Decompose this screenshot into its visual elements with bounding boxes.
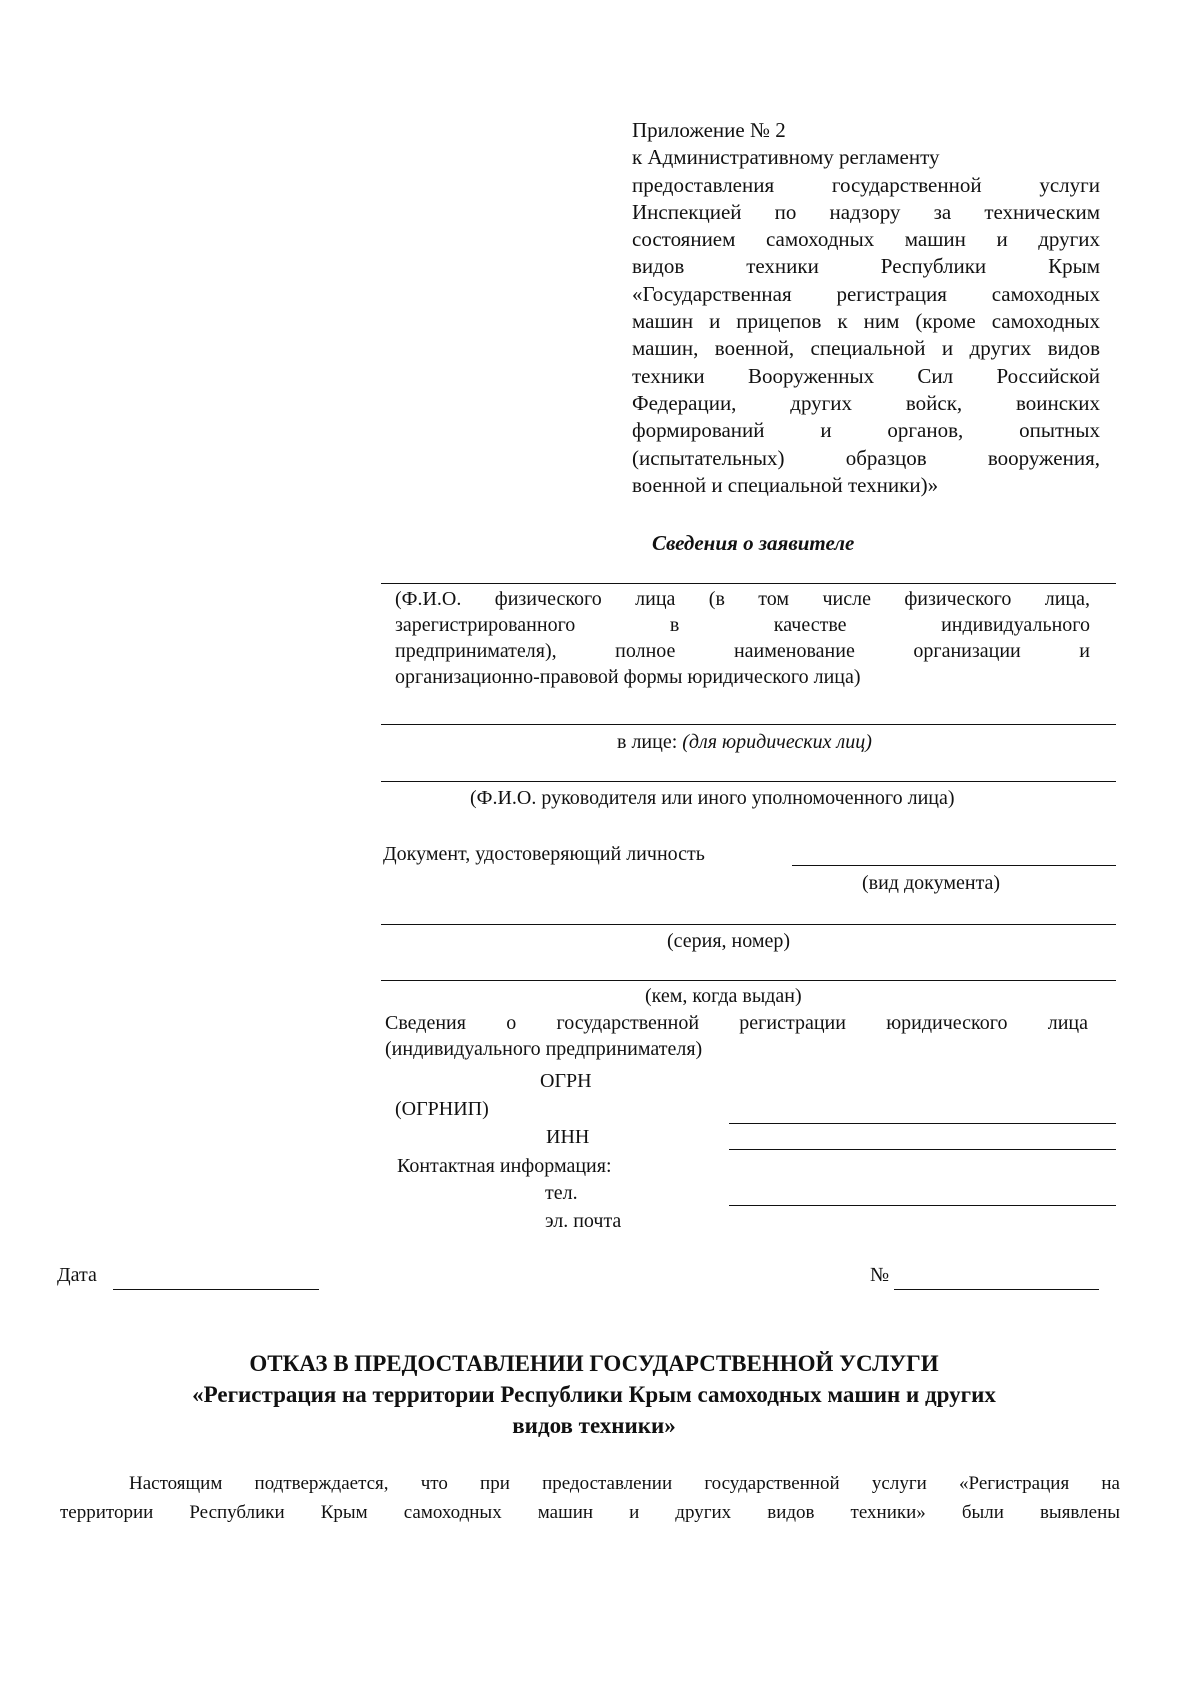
appendix-line: военной и специальной техники)»	[632, 472, 939, 497]
series-caption: (серия, номер)	[667, 930, 791, 952]
id-doc-label: Документ, удостоверяющий личность	[383, 843, 705, 865]
in-person-row	[617, 729, 872, 755]
appendix-line: видов техники Республики Крым	[632, 254, 1100, 279]
appendix-line: Инспекцией по надзору за техническим	[632, 199, 1100, 224]
appendix-line: Приложение № 2	[632, 118, 786, 142]
ogrn-label: ОГРН	[540, 1070, 592, 1092]
inn-value-line	[729, 1149, 1116, 1150]
title-line: «Регистрация на территории Республики Крым самоходных машин и других	[192, 1382, 996, 1407]
manager-line	[381, 781, 1116, 782]
appendix-line: техники Вооруженных Сил Российской	[632, 363, 1100, 388]
manager-caption: (Ф.И.О. руководителя или иного уполномоченного лица)	[470, 787, 955, 809]
ogrn-value-line	[729, 1123, 1116, 1124]
reg-info-line: Сведения о государственной регистрации юридического лица	[385, 1012, 1088, 1034]
number-label: №	[870, 1264, 890, 1286]
applicant-heading: Сведения о заявителе	[652, 531, 855, 555]
appendix-line: формирований и органов, опытных	[632, 418, 1100, 443]
fio-caption-line: организационно-правовой формы юридического лица)	[395, 666, 861, 688]
fio-caption-line: зарегистрированного в качестве индивидуального	[395, 614, 1090, 636]
fio-caption-line: (Ф.И.О. физического лица (в том числе физического лица,	[395, 588, 1090, 610]
fio-caption	[395, 586, 1090, 690]
fio-caption-line: предпринимателя), полное наименование организации и	[395, 640, 1090, 662]
issued-line	[381, 980, 1116, 981]
document-title	[60, 1348, 1128, 1441]
issued-caption: (кем, когда выдан)	[645, 985, 802, 1007]
appendix-line: машин и прицепов к ним (кроме самоходных	[632, 309, 1100, 334]
in-person-label: в лице:	[617, 731, 678, 753]
appendix-line: «Государственная регистрация самоходных	[632, 281, 1100, 306]
appendix-line: машин, военной, специальной и других видов	[632, 336, 1100, 361]
phone-value-line	[729, 1205, 1116, 1206]
doc-type-line	[792, 865, 1116, 866]
number-line	[894, 1289, 1099, 1290]
reg-info	[385, 1010, 1088, 1062]
phone-label: тел.	[545, 1182, 578, 1204]
email-label: эл. почта	[545, 1210, 622, 1232]
body-line: Настоящим подтверждается, что при предоставлении государственной услуги «Регистрация на	[129, 1473, 1120, 1494]
date-line	[113, 1289, 319, 1290]
fio-line	[381, 583, 1116, 584]
appendix-line: предоставления государственной услуги	[632, 172, 1100, 197]
doc-type-caption: (вид документа)	[862, 872, 1001, 894]
body-paragraph	[60, 1469, 1120, 1527]
in-person-note: (для юридических лиц)	[682, 731, 872, 753]
appendix-line: Федерации, других войск, воинских	[632, 390, 1100, 415]
ogrnip-label: (ОГРНИП)	[395, 1098, 489, 1120]
title-line: видов техники»	[512, 1413, 676, 1438]
in-person-line	[381, 724, 1116, 725]
body-line: территории Республики Крым самоходных машин и других видов техники» были выявлены	[60, 1502, 1120, 1523]
date-label: Дата	[57, 1264, 97, 1286]
reg-info-line: (индивидуального предпринимателя)	[385, 1038, 703, 1060]
inn-label: ИНН	[546, 1126, 590, 1148]
contacts-label: Контактная информация:	[397, 1155, 612, 1177]
appendix-line: (испытательных) образцов вооружения,	[632, 445, 1100, 470]
title-line: ОТКАЗ В ПРЕДОСТАВЛЕНИИ ГОСУДАРСТВЕННОЙ УСЛУГИ	[249, 1351, 939, 1376]
appendix-line: состоянием самоходных машин и других	[632, 227, 1100, 252]
series-line	[381, 924, 1116, 925]
appendix-line: к Административному регламенту	[632, 145, 940, 170]
appendix-block	[632, 117, 1100, 499]
